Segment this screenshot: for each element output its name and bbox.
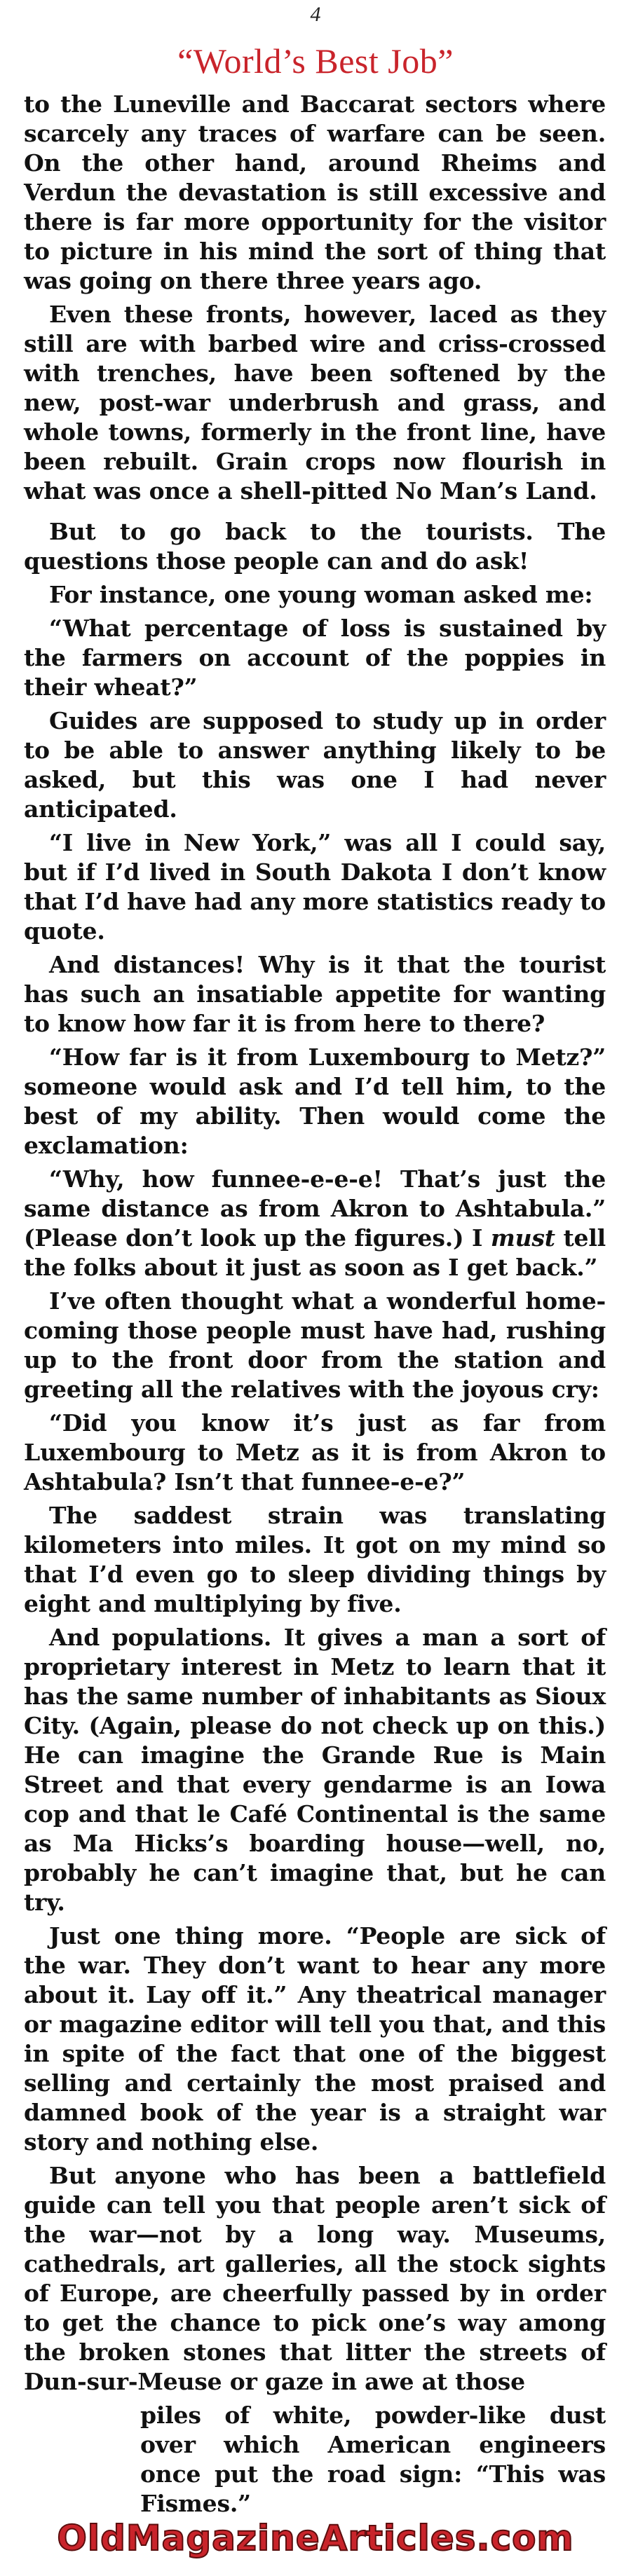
paragraph: “What percentage of loss is sustained by the farmers on account of the poppies in their wheat?”: [24, 615, 606, 701]
paragraph: But anyone who has been a battlefield guide can tell you that people aren’t sick of the war—not by a long way. Museums, cathedrals, art galleries, all the stock sights of Europe, are cheerfully passed by in order to get the chance to pick one’s way among the broken stones that litter the streets of Dun-sur-Meuse or gaze in awe at those: [24, 2162, 606, 2395]
article-body: [0, 90, 631, 2523]
paragraph-indented-tail: piles of white, powder-like dust over which American engineers once put the road sign: “This was Fismes.”: [140, 2402, 606, 2517]
paragraph: “How far is it from Luxembourg to Metz?” someone would ask and I’d tell him, to the best of my ability. Then would come the exclamation:: [24, 1043, 606, 1159]
site-watermark: OldMagazineArticles.com: [57, 2518, 574, 2558]
paragraph: But to go back to the tourists. The questions those people can and do ask!: [24, 518, 606, 575]
paragraph: And distances! Why is it that the tourist has such an insatiable appetite for wanting to know how far it is from here to there?: [24, 951, 606, 1037]
emphasized-word: must: [490, 1224, 555, 1252]
paragraph: to the Luneville and Baccarat sectors where scarcely any traces of warfare can be seen. On the other hand, around Rheims and Verdun the devastation is still excessive and there is far more opportunity for the visitor to picture in his mind the sort of thing that was going on there three years ago.: [24, 90, 606, 294]
paragraph: Even these fronts, however, laced as they still are with barbed wire and criss-crossed with trenches, have been softened by the new, post-war underbrush and grass, and whole towns, formerly in the front line, have been rebuilt. Grain crops now flourish in what was once a shell-pitted No Man’s Land.: [24, 301, 606, 505]
article-headline: “World’s Best Job”: [177, 41, 454, 81]
paragraph: “I live in New York,” was all I could say, but if I’d lived in South Dakota I don’t know that I’d have had any more statistics ready to quote.: [24, 829, 606, 945]
paragraph: The saddest strain was translating kilometers into miles. It got on my mind so that I’d even go to sleep dividing things by eight and multiplying by five.: [24, 1502, 606, 1617]
paragraph: And populations. It gives a man a sort of proprietary interest in Metz to learn that it has the same number of inhabitants as Sioux City. (Again, please do not check up on this.) He can imagine the Grande Rue is Main Street and that every gendarme is an Iowa cop and that le Café Continental is the same as Ma Hicks’s boarding house—well, no, probably he can’t imagine that, but he can try.: [24, 1624, 606, 1916]
paragraph: Just one thing more. “People are sick of the war. They don’t want to hear any more about it. Lay off it.” Any theatrical manager or magazine editor will tell you that, and this in spite of the fact that one of the biggest selling and certainly the most praised and damned book of the year is a straight war story and nothing else.: [24, 1922, 606, 2156]
paragraph: I’ve often thought what a wonderful home-coming those people must have had, rushing up to the front door from the station and greeting all the relatives with the joyous cry:: [24, 1287, 606, 1403]
paragraph: For instance, one young woman asked me:: [49, 581, 593, 608]
paragraph-text: tell the folks about it just as soon as I get back.”: [24, 1224, 606, 1281]
paragraph: Guides are supposed to study up in order to be able to answer anything likely to be asked, but this was one I had never anticipated.: [24, 707, 606, 823]
paragraph: [0, 1165, 631, 1282]
paragraph: “Did you know it’s just as far from Luxembourg to Metz as it is from Akron to Ashtabula? Isn’t that funnee-e-e?”: [24, 1409, 606, 1495]
page-number: 4: [310, 3, 321, 26]
paragraph-text: “Why, how funnee-e-e-e! That’s just the same distance as from Akron to Ashtabula.” (Please don’t look up the figures.) I: [24, 1165, 606, 1252]
